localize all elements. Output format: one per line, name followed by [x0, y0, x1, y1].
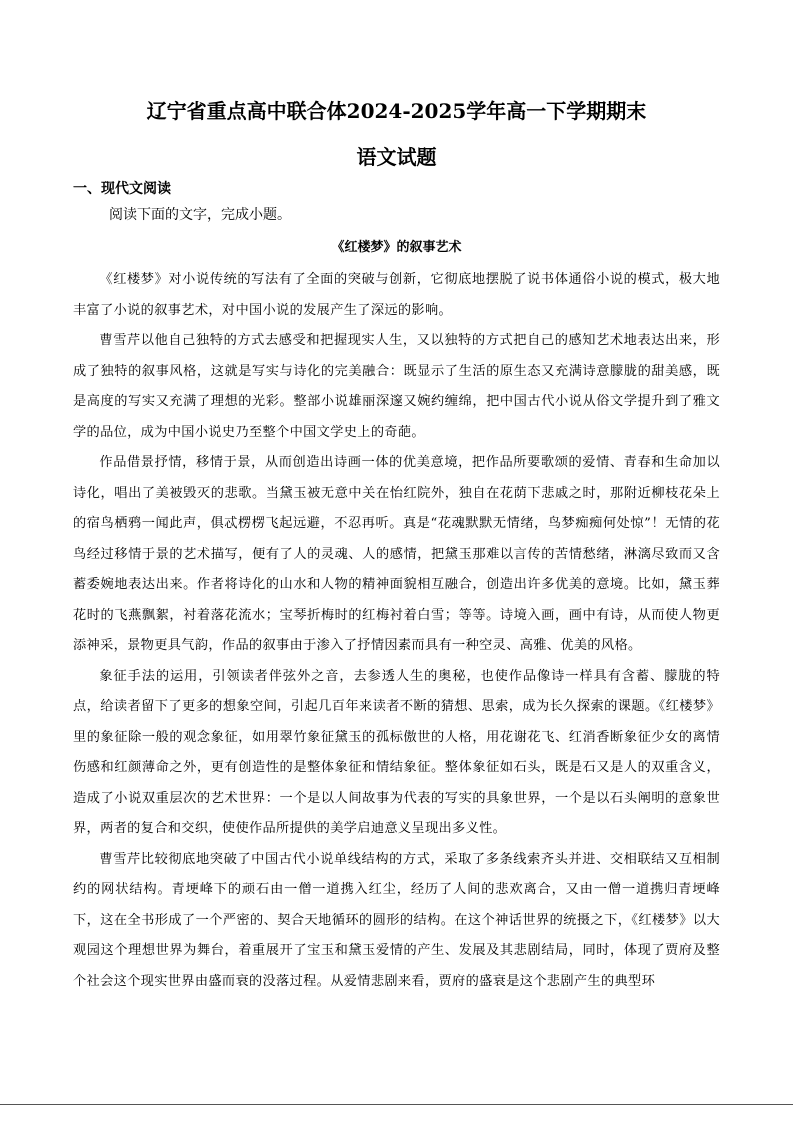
footer-divider [0, 1104, 793, 1105]
article-paragraph: 《红楼梦》对小说传统的写法有了全面的突破与创新，它彻底地摆脱了说书体通俗小说的模式，极大地丰富了小说的叙事艺术，对中国小说的发展产生了深远的影响。 [73, 272, 720, 318]
page-title: 辽宁省重点高中联合体2024-2025学年高一下学期期末 [146, 99, 647, 123]
article-body [73, 265, 720, 997]
page-subtitle: 语文试题 [356, 145, 437, 169]
article-paragraph: 曹雪芹比较彻底地突破了中国古代小说单线结构的方式，采取了多条线索齐头并进、交相联结又互相制约的网状结构。青埂峰下的顽石由一僧一道携入红尘，经历了人间的悲欢离合，又由一僧一道携归青埂峰下，这在全书形成了一个严密的、契合天地循环的圆形的结构。在这个神话世界的统摄之下，《红楼梦》以大观园这个理想世界为舞台，着重展开了宝玉和黛玉爱情的产生、发展及其悲剧结局，同时，体现了贾府及整个社会这个现实世界由盛而衰的没落过程。从爱情悲剧来看，贾府的盛衰是这个悲剧产生的典型环 [73, 851, 720, 989]
article-title: 《红楼梦》的叙事艺术 [331, 240, 462, 255]
section-instruction: 阅读下面的文字，完成小题。 [109, 207, 291, 223]
article-paragraph: 象征手法的运用，引领读者伴弦外之音，去参透人生的奥秘，也使作品像诗一样具有含蓄、朦胧的特点，给读者留下了更多的想象空间，引起几百年来读者不断的猜想、思索，成为长久探索的课题。《红楼梦》里的象征除一般的观念象征，如用翠竹象征黛玉的孤标傲世的人格，用花谢花飞、红消香断象征少女的离情伤感和红颜薄命之外，更有创造性的是整体象征和情结象征。整体象征如石头，既是石又是人的双重含义，造成了小说双重层次的艺术世界：一个是以人间故事为代表的写实的具象世界，一个是以石头阐明的意象世界，两者的复合和交织，使使作品所提供的美学启迪意义呈现出多义性。 [73, 668, 720, 836]
section-heading: 一、现代文阅读 [73, 181, 171, 197]
article-paragraph: 曹雪芹以他自己独特的方式去感受和把握现实人生，又以独特的方式把自己的感知艺术地表达出来，形成了独特的叙事风格，这就是写实与诗化的完美融合：既显示了生活的原生态又充满诗意朦胧的甜美感，既是高度的写实又充满了理想的光彩。整部小说雄丽深邃又婉约缠绵，把中国古代小说从俗文学提升到了雅文学的品位，成为中国小说史乃至整个中国文学史上的奇葩。 [73, 333, 720, 440]
article-paragraph: 作品借景抒情，移情于景，从而创造出诗画一体的优美意境，把作品所要歌颂的爱情、青春和生命加以诗化，唱出了美被毁灭的悲歌。当黛玉被无意中关在怡红院外，独自在花荫下悲戚之时，那附近柳枝花朵上的宿鸟栖鸦一闻此声，俱忒楞楞飞起远避，不忍再听。真是“花魂默默无情绪，鸟梦痴痴何处惊”！无情的花鸟经过移情于景的艺术描写，便有了人的灵魂、人的感情，把黛玉那难以言传的苦情愁绪，淋漓尽致而又含蓄委婉地表达出来。作者将诗化的山水和人物的精神面貌相互融合，创造出许多优美的意境。比如，黛玉葬花时的飞燕飘絮，衬着落花流水；宝琴折梅时的红梅衬着白雪；等等。诗境入画，画中有诗，从而使人物更添神采，景物更具气韵，作品的叙事由于渗入了抒情因素而具有一种空灵、高雅、优美的风格。 [73, 455, 720, 653]
